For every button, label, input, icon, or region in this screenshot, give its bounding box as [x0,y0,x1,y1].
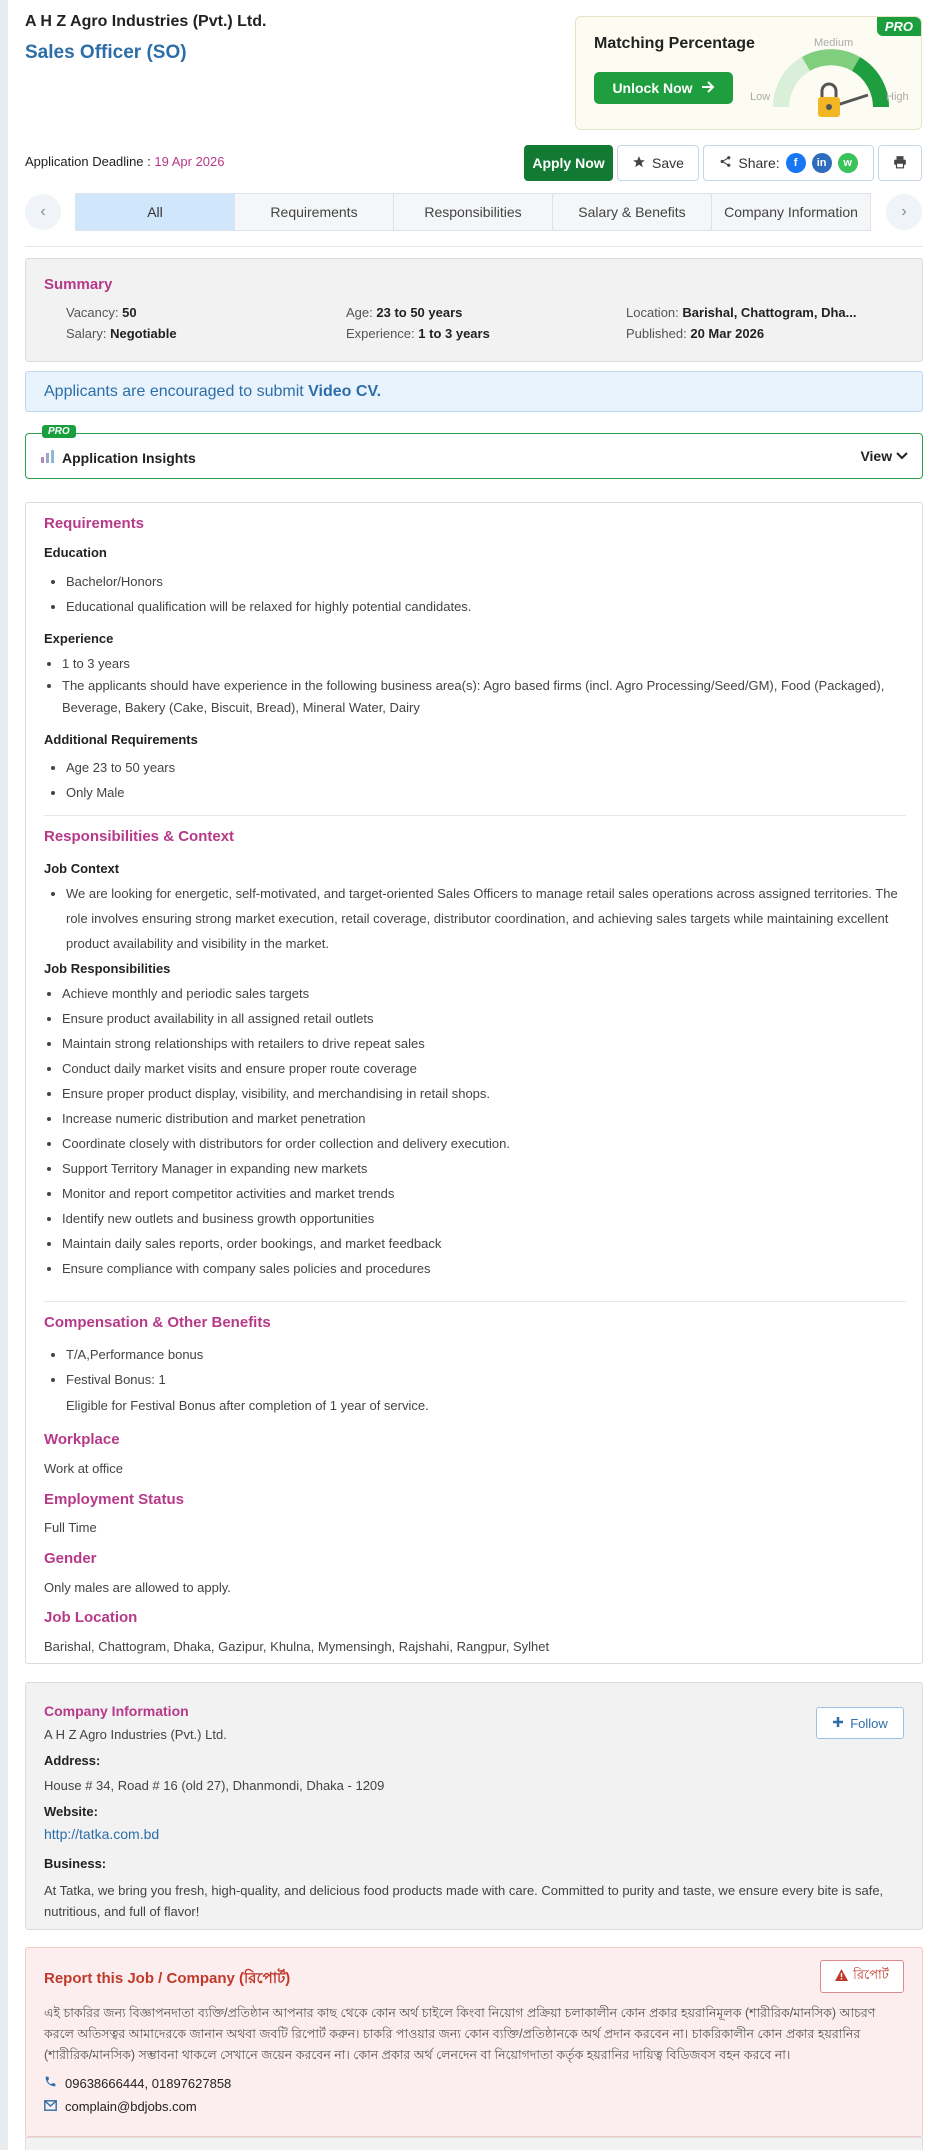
insights-label-group [40,448,196,467]
summary-vacancy: Vacancy: 50 [66,305,137,320]
tab-salary-benefits[interactable]: Salary & Benefits [553,194,712,230]
share-icon [719,155,732,171]
email-icon [44,2099,57,2114]
workplace-title: Workplace [44,1431,120,1448]
compensation-list [44,1342,203,1392]
gauge-high-label: High [886,91,909,103]
report-notice-text: এই চাকরির জন্য বিজ্ঞাপনদাতা ব্যক্তি/প্রতিষ্ঠান আপনার কাছ থেকে কোন অর্থ চাইলে কিংবা নিয়োগ প্রক্রিয়া চলাকালীন কোন প্রকার হয়রানিমূলক (শারীরিক/মানসিক) আচরণ করলে অতিসত্বর আমাদেরকে জানান অথবা জবটি রিপোর্ট করুন। চাকরি পাওয়ার জন্য কোন ব্যক্তি/প্রতিষ্ঠানকে অর্থ প্রদান করবেন না। চাকরিকালীন কোন প্রকার হয়রানির (শারীরিক/মানসিক) সম্ভাবনা থাকলে সেখানে জয়েন করবেন না। কোন প্রকার অর্থ লেনদেন বা নিয়োগদাতা কর্তৃক হয়রানির দায়িত্ব বিডিজবস বহন করবে না। [44,2006,876,2062]
gauge-icon [746,37,916,127]
linkedin-icon[interactable]: in [812,153,832,173]
job-details-panel [25,502,923,1664]
experience-list [44,653,904,719]
application-deadline [25,154,225,169]
list-item: • Maintain daily sales reports, order bookings, and market feedback [62,1231,510,1256]
company-info-title: Company Information [44,1703,189,1719]
summary-location: Location: Barishal, Chattogram, Dha... [626,305,857,320]
job-context-title: Job Context [44,861,120,876]
pro-badge: PRO [877,17,921,36]
divider [44,815,906,816]
summary-published: Published: 20 Mar 2026 [626,326,765,341]
workplace-value: Work at office [44,1461,123,1476]
business-label: Business: [44,1856,107,1871]
insights-pro-badge: PRO [42,425,76,438]
company-website-link[interactable]: http://tatka.com.bd [44,1826,160,1842]
job-context-list [44,881,904,956]
list-item: • Ensure compliance with company sales policies and procedures [62,1256,510,1281]
list-item: • Support Territory Manager in expanding new markets [62,1156,510,1181]
list-item: • Conduct daily market visits and ensure proper route coverage [62,1056,510,1081]
report-phone [44,2075,231,2091]
company-address: House # 34, Road # 16 (old 27), Dhanmondi, Dhaka - 1209 [44,1778,385,1793]
requirements-title: Requirements [44,515,145,532]
employment-status-value: Full Time [44,1520,97,1535]
report-email [44,2099,197,2114]
share-group [703,145,874,181]
gender-title: Gender [44,1550,97,1567]
matching-gauge [746,37,916,127]
list-item: • 1 to 3 years [62,653,904,675]
company-info-name: A H Z Agro Industries (Pvt.) Ltd. [44,1727,227,1742]
list-item: • T/A,Performance bonus [66,1342,203,1367]
company-information-panel [25,1682,923,1930]
list-item: • We are looking for energetic, self-motivated, and target-oriented Sales Officers to manage retail sales operations across assigned territories. The role involves ensuring strong market execution, retail coverage, distributor coordination, and achieving sales targets while maintaining excellent product availability and visibility in the market. [66,881,904,956]
employment-status-title: Employment Status [44,1491,185,1508]
whatsapp-icon[interactable]: w [838,153,858,173]
bar-chart-icon [40,448,56,467]
additional-requirements-title: Additional Requirements [44,732,198,747]
experience-title: Experience [44,631,114,646]
report-button[interactable] [820,1960,904,1993]
chevron-down-icon [896,448,908,464]
follow-label: Follow [850,1715,888,1731]
section-tabs [75,193,871,231]
report-panel [25,1947,923,2137]
summary-salary: Salary: Negotiable [66,326,177,341]
summary-age: Age: 23 to 50 years [346,305,463,320]
video-note-text: Applicants are encouraged to submit [44,383,304,400]
list-item: • The applicants should have experience in the following business area(s): Agro based firms (incl. Agro Processing/Seed/GM), Food (Packaged), Beverage, Bakery (Cake, Biscuit, Bread), Mineral Water, Dairy [62,675,904,719]
video-cv-notice [25,371,923,412]
company-name[interactable]: A H Z Agro Industries (Pvt.) Ltd. [25,13,267,30]
tab-requirements[interactable]: Requirements [235,194,394,230]
job-responsibilities-list [44,981,510,1281]
unlock-label: Unlock Now [612,80,693,96]
insights-label: Application Insights [62,449,196,466]
deadline-date: 19 Apr 2026 [154,154,225,169]
report-title: Report this Job / Company (রিপোর্ট) [44,1970,291,1987]
plus-icon [832,1716,844,1731]
address-label: Address: [44,1753,101,1768]
list-item: • Educational qualification will be relaxed for highly potential candidates. [66,594,471,619]
facebook-icon[interactable]: f [786,153,806,173]
chevron-left-icon: ‹ [40,203,46,220]
phone-icon [44,2075,57,2091]
email-address[interactable]: complain@bdjobs.com [65,2099,197,2114]
list-item: • Age 23 to 50 years [66,755,175,780]
tab-company-information[interactable]: Company Information [712,194,870,230]
matching-percentage-panel [575,16,922,130]
report-button-label: রিপোর্ট [853,1967,889,1982]
list-item: • Achieve monthly and periodic sales targets [62,981,510,1006]
unlock-now-button[interactable] [594,72,733,104]
warning-icon [835,1969,848,1984]
list-item: • Only Male [66,780,175,805]
apply-now-button[interactable]: Apply Now [524,145,613,181]
list-item: • Maintain strong relationships with retailers to drive repeat sales [62,1031,510,1056]
website-label: Website: [44,1804,98,1819]
video-note-bold: Video CV. [308,383,382,400]
summary-panel [25,258,923,362]
tab-all[interactable]: All [76,194,235,230]
next-panel-edge [25,2137,923,2150]
job-title: Sales Officer (SO) [25,42,187,63]
summary-title: Summary [44,276,113,293]
list-item: • Bachelor/Honors [66,569,471,594]
compensation-title: Compensation & Other Benefits [44,1314,271,1331]
follow-button[interactable] [816,1707,904,1739]
tabs-next-button[interactable] [886,194,922,230]
tab-responsibilities[interactable]: Responsibilities [394,194,553,230]
left-edge-strip [0,0,8,2150]
insights-view-toggle[interactable]: View [860,448,908,464]
deadline-label: Application Deadline : [25,154,151,169]
divider [44,1301,906,1302]
save-label: Save [652,155,684,171]
gauge-low-label: Low [750,91,771,103]
list-item: • Festival Bonus: 1 [66,1367,203,1392]
additional-requirements-list [44,755,175,805]
list-item: • Coordinate closely with distributors for order collection and delivery execution. [62,1131,510,1156]
phone-numbers: 09638666444, 01897627858 [65,2075,232,2091]
job-location-title: Job Location [44,1609,138,1626]
chevron-right-icon: › [901,203,907,220]
job-responsibilities-title: Job Responsibilities [44,961,171,976]
save-button[interactable] [617,145,699,181]
job-location-value: Barishal, Chattogram, Dhaka, Gazipur, Khulna, Mymensingh, Rajshahi, Rangpur, Sylhet [44,1639,550,1654]
list-item: • Ensure proper product display, visibility, and merchandising in retail shops. [62,1081,510,1106]
star-icon [632,155,646,172]
divider [25,246,923,247]
print-button[interactable] [878,145,922,181]
responsibilities-title: Responsibilities & Context [44,828,235,845]
list-item: • Increase numeric distribution and market penetration [62,1106,510,1131]
share-label: Share: [738,155,780,171]
company-business: At Tatka, we bring you fresh, high-quality, and delicious food products made with care. Committed to purity and taste, we ensure every bite is safe, nutritious, and full of flavor! [44,1883,884,1919]
arrow-right-icon [701,80,715,96]
matching-title: Matching Percentage [594,35,755,52]
festival-bonus-note: Eligible for Festival Bonus after completion of 1 year of service. [66,1398,429,1413]
gauge-medium-label: Medium [814,37,854,49]
list-item: • Identify new outlets and business growth opportunities [62,1206,510,1231]
education-title: Education [44,545,107,560]
printer-icon [893,155,907,172]
tabs-prev-button[interactable] [25,194,61,230]
list-item: • Monitor and report competitor activities and market trends [62,1181,510,1206]
application-insights-bar[interactable] [25,426,923,479]
education-list [44,569,471,619]
summary-experience: Experience: 1 to 3 years [346,326,490,341]
list-item: • Ensure product availability in all assigned retail outlets [62,1006,510,1031]
gender-value: Only males are allowed to apply. [44,1580,231,1595]
